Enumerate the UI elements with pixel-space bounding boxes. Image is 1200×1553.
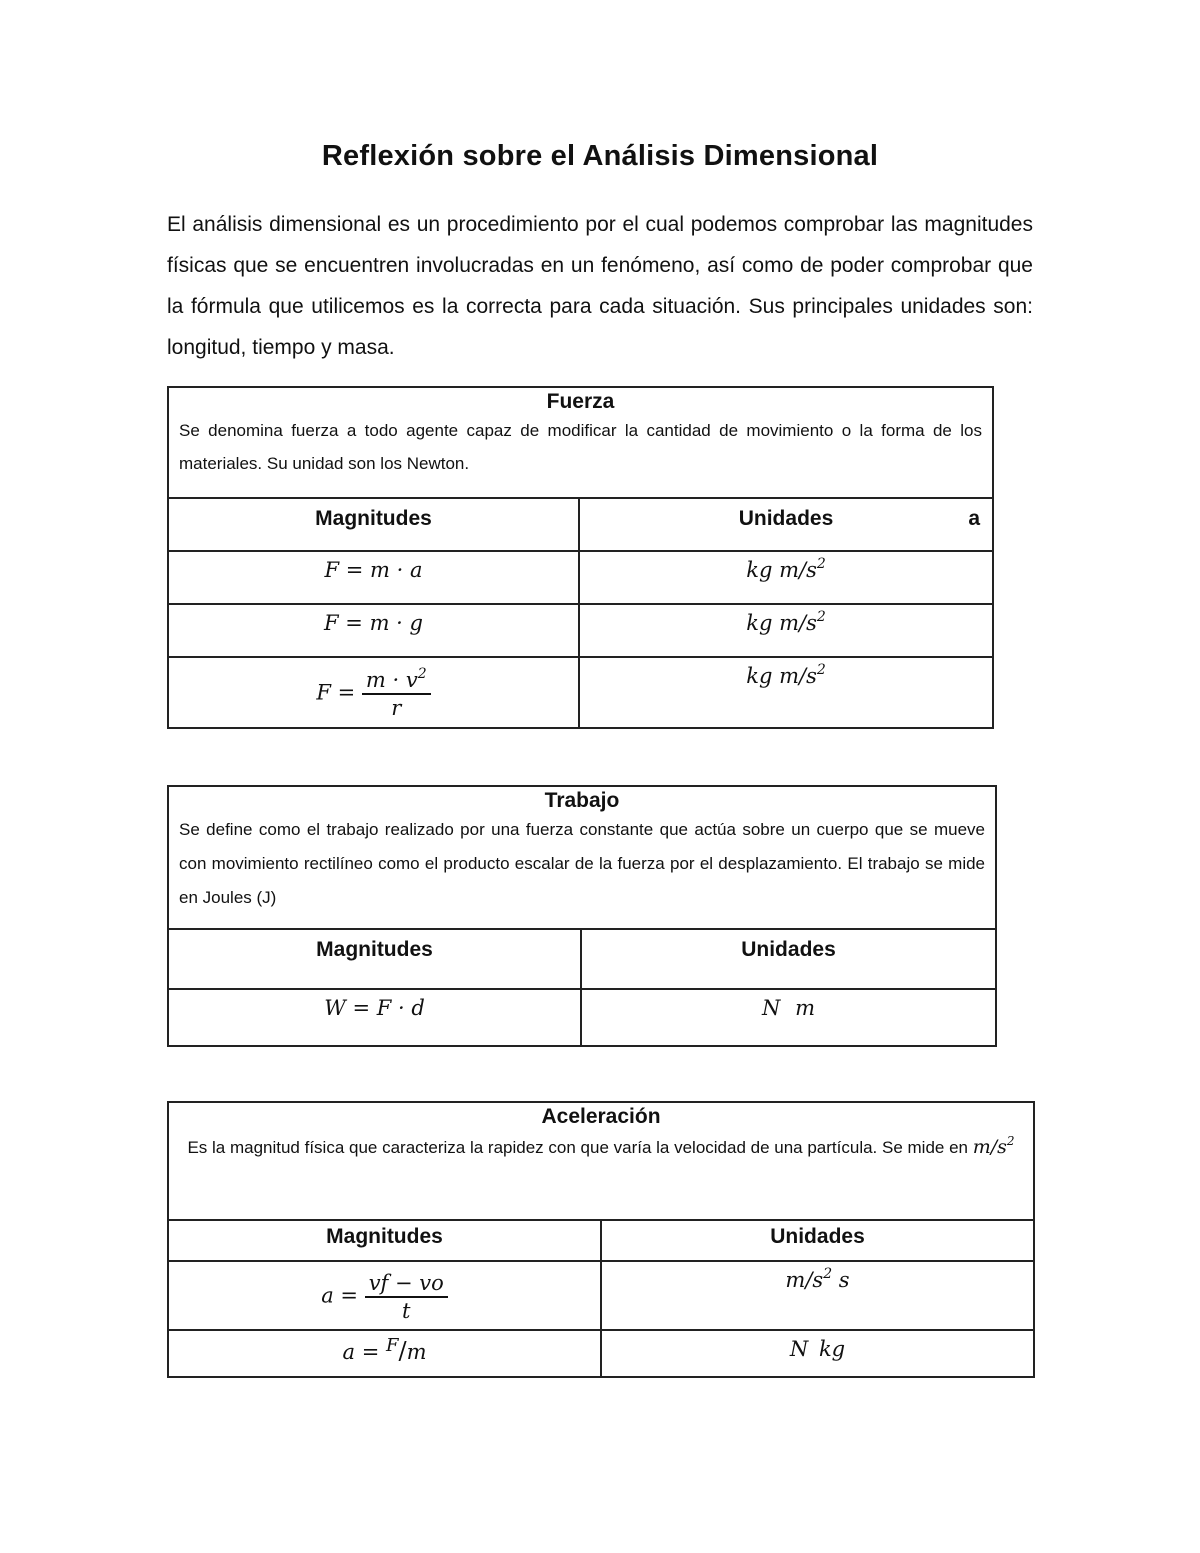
fuerza-col-unidades (579, 498, 993, 551)
fuerza-table (167, 386, 994, 729)
fuerza-formula-3-denominator: r (391, 695, 402, 720)
fuerza-header (168, 387, 993, 498)
trabajo-unit-1: N m (581, 989, 996, 1046)
aceleracion-formula-2-numerator: F (385, 1335, 399, 1356)
aceleracion-description (169, 1129, 1033, 1168)
aceleracion-formula-1-fraction (365, 1270, 448, 1324)
fuerza-col-unidades-label: Unidades (738, 507, 834, 530)
aceleracion-col-unidades: Unidades (601, 1220, 1034, 1261)
trabajo-col-unidades: Unidades (581, 929, 996, 989)
fuerza-unit-2-base: kg m/s (746, 611, 817, 635)
aceleracion-unit-1-exp: 2 (823, 1266, 833, 1282)
aceleracion-description-unit-exp: 2 (1006, 1134, 1015, 1148)
aceleracion-title: Aceleración (541, 1105, 661, 1128)
fuerza-unit-3-base: kg m/s (746, 664, 817, 688)
aceleracion-header (168, 1102, 1034, 1220)
aceleracion-description-text: Es la magnitud física que caracteriza la rapidez con que varía la velocidad de una partícula. Se mide en (187, 1138, 969, 1157)
intro-paragraph: El análisis dimensional es un procedimiento por el cual podemos comprobar las magnitudes físicas que se encuentren involucradas en un fenómeno, así como de poder comprobar que la fórmula que utilicemos es la correcta para cada situación. Sus principales unidades son: longitud, tiempo y masa. (167, 213, 1033, 359)
aceleracion-table (167, 1101, 1035, 1378)
aceleracion-formula-1-lhs: a = (321, 1283, 358, 1307)
trabajo-title: Trabajo (544, 789, 620, 812)
fuerza-unit-3 (579, 657, 993, 728)
fuerza-formula-3-fraction (362, 667, 431, 721)
fuerza-unit-2-exp: 2 (816, 609, 826, 625)
aceleracion-formula-2-slash: / (398, 1337, 407, 1365)
aceleracion-unit-2: N kg (601, 1330, 1034, 1377)
trabajo-description: Se define como el trabajo realizado por una fuerza constante que actúa sobre un cuerpo que se mueve con movimiento rectilíneo como el producto escalar de la fuerza por el desplazamiento. El trabajo se mide en Joules (J) (179, 820, 986, 907)
aceleracion-unit-1-tail: s (838, 1268, 850, 1292)
fuerza-description: Se denomina fuerza a todo agente capaz de modificar la cantidad de movimiento o la forma de los materiales. Su unidad son los Newton. (179, 421, 982, 473)
aceleracion-formula-2-denominator: m (406, 1340, 427, 1364)
fuerza-col-magnitudes: Magnitudes (168, 498, 579, 551)
fuerza-unit-3-exp: 2 (816, 662, 826, 678)
trabajo-col-magnitudes: Magnitudes (168, 929, 581, 989)
trabajo-formula-1: W = F · d (168, 989, 581, 1046)
aceleracion-unit-1 (601, 1261, 1034, 1330)
fuerza-unit-1-base: kg m/s (746, 558, 817, 582)
aceleracion-description-unit (973, 1136, 1015, 1158)
fuerza-formula-3-num-exp: 2 (417, 665, 427, 682)
fuerza-formula-3 (168, 657, 579, 728)
fuerza-formula-1: F = m · a (168, 551, 579, 604)
fuerza-unit-1-exp: 2 (816, 556, 826, 572)
page-title: Reflexión sobre el Análisis Dimensional (321, 140, 879, 172)
aceleracion-formula-1 (168, 1261, 601, 1330)
aceleracion-formula-2-lhs: a = (342, 1340, 380, 1364)
fuerza-formula-3-lhs: F = (316, 680, 356, 704)
fuerza-formula-3-num-base: m · v (365, 667, 418, 692)
fuerza-formula-2: F = m · g (168, 604, 579, 657)
aceleracion-formula-1-numerator: vf − vo (365, 1270, 448, 1298)
aceleracion-unit-1-base: m/s (785, 1268, 824, 1292)
fuerza-formula-3-numerator (362, 667, 431, 695)
trabajo-header (168, 786, 996, 929)
aceleracion-col-magnitudes: Magnitudes (168, 1220, 601, 1261)
fuerza-unit-2 (579, 604, 993, 657)
trabajo-table (167, 785, 997, 1047)
fuerza-title: Fuerza (546, 390, 615, 413)
fuerza-unit-1 (579, 551, 993, 604)
aceleracion-formula-2 (168, 1330, 601, 1377)
aceleracion-formula-1-denominator: t (402, 1298, 411, 1323)
fuerza-col-extra: a (968, 507, 980, 530)
aceleracion-description-unit-base: m/s (972, 1136, 1007, 1158)
